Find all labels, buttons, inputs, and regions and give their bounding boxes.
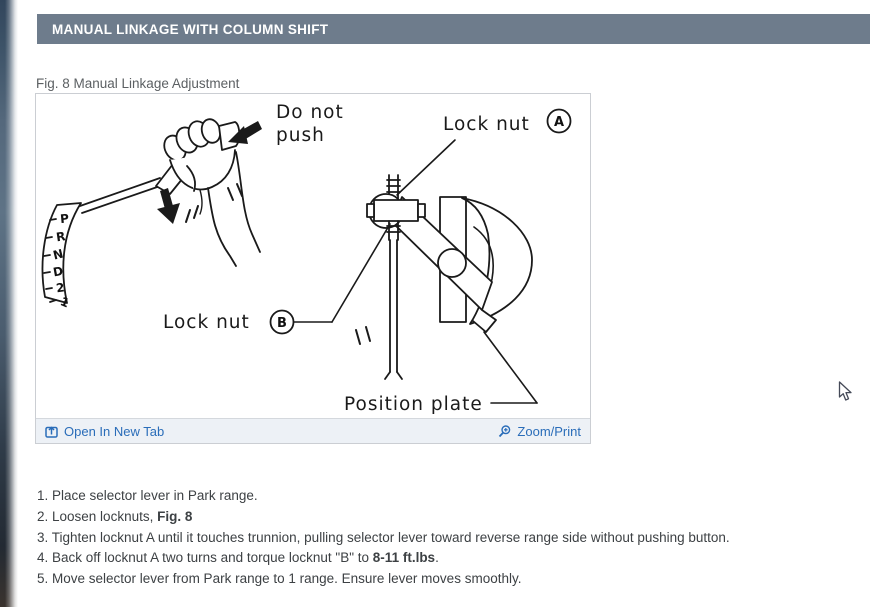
step-item <box>37 569 850 590</box>
rod-and-locknut <box>367 175 425 379</box>
gear-letter-p: P <box>59 211 70 227</box>
manual-linkage-diagram <box>36 94 588 418</box>
left-edge-strip <box>0 0 18 607</box>
lock-nut-a-label: Lock nut <box>443 114 530 135</box>
zoom-print-icon <box>498 425 511 438</box>
gear-letter-1: 1 <box>58 294 72 311</box>
position-plate-label: Position plate <box>344 394 483 415</box>
step-text: Move selector lever from Park range to 1 range. Ensure lever moves smoothly. <box>52 571 522 587</box>
step-item <box>37 548 850 569</box>
gear-letter-d: D <box>52 263 65 280</box>
gear-letter-2: 2 <box>55 280 66 296</box>
step-text: Tighten locknut A until it touches trunnion, pulling selector lever toward reverse range side without pushing button. <box>51 529 730 545</box>
step-text: Place selector lever in Park range. <box>52 488 258 503</box>
lock-nut-b-label: Lock nut <box>163 312 250 333</box>
zoom-print-label: Zoom/Print <box>517 423 581 439</box>
figure-toolbar <box>36 418 590 443</box>
step-text: Back off locknut A two turns and torque locknut "B" to <box>52 550 373 566</box>
lock-nut-b-circle <box>271 311 294 334</box>
step-number: 2. <box>37 508 53 524</box>
step-text: Loosen locknuts, <box>52 508 158 524</box>
step-number: 3. <box>37 529 52 545</box>
down-arrow <box>157 188 180 224</box>
open-in-new-tab-icon <box>45 425 58 438</box>
lock-nut-a-letter: A <box>553 115 565 130</box>
step-item <box>37 507 850 528</box>
step-text: 8-11 ft.lbs <box>372 550 436 566</box>
do-not-push-label-line2: push <box>276 125 325 146</box>
step-text: Fig. 8 <box>157 508 193 524</box>
open-in-new-tab-link[interactable] <box>45 424 164 439</box>
step-item <box>37 528 850 549</box>
lock-nut-b-letter: B <box>277 316 287 331</box>
figure-panel <box>35 93 591 444</box>
step-number: 1. <box>37 488 53 503</box>
section-title: MANUAL LINKAGE WITH COLUMN SHIFT <box>52 21 329 37</box>
step-item <box>37 486 850 507</box>
steps-list <box>37 486 850 590</box>
step-number: 5. <box>37 571 53 587</box>
zoom-print-link[interactable] <box>498 424 581 439</box>
gear-letter-n: N <box>51 246 65 263</box>
mouse-cursor <box>838 381 853 402</box>
step-text: . <box>435 550 439 566</box>
lock-nut-a-circle <box>548 110 571 133</box>
gear-letter-r: R <box>55 229 67 245</box>
section-header-bar <box>37 14 870 44</box>
open-in-new-tab-label: Open In New Tab <box>64 423 165 439</box>
do-not-push-label-line1: Do not <box>276 102 344 123</box>
step-number: 4. <box>37 550 53 566</box>
figure-caption: Fig. 8 Manual Linkage Adjustment <box>36 76 240 91</box>
